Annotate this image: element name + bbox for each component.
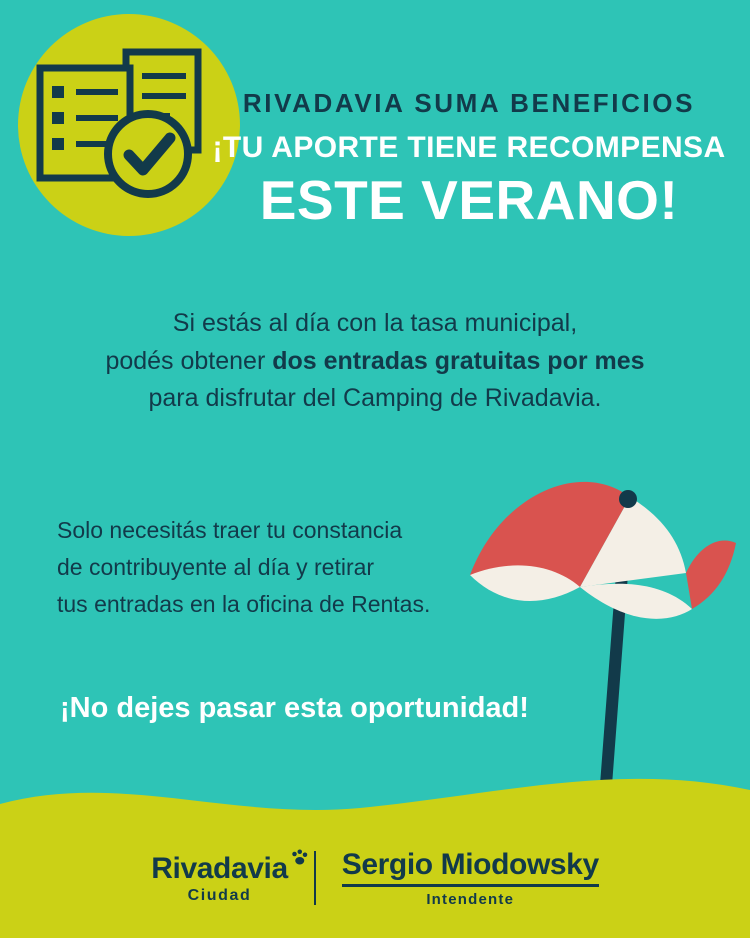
- secondary-line-1: Solo necesitás traer tu constancia: [57, 517, 403, 543]
- paragraph-line-2-emphasis: dos entradas gratuitas por mes: [272, 346, 645, 375]
- main-paragraph: [40, 305, 710, 418]
- paragraph-line-2-prefix: podés obtener: [105, 346, 273, 375]
- official-name: Sergio Miodowsky: [342, 848, 599, 887]
- kicker-text: RIVADAVIA SUMA BENEFICIOS: [242, 88, 696, 118]
- footer-logos: [0, 848, 750, 908]
- callout-text: ¡No dejes pasar esta oportunidad!: [60, 692, 529, 724]
- paragraph-line-3: para disfrutar del Camping de Rivadavia.: [148, 384, 602, 412]
- header-block: [205, 88, 733, 229]
- headline-primary: ¡TU APORTE TIENE RECOMPENSA: [212, 131, 726, 165]
- paragraph-line-1: Si estás al día con la tasa municipal,: [172, 309, 578, 337]
- official-signature: [342, 848, 599, 908]
- official-title: Intendente: [426, 891, 515, 908]
- municipality-name: Rivadavia: [151, 851, 288, 885]
- paw-print-icon: [290, 848, 308, 866]
- secondary-line-3: tus entradas en la oficina de Rentas.: [57, 590, 431, 617]
- beach-umbrella-icon: [430, 455, 750, 815]
- municipality-logo: [151, 852, 287, 905]
- footer-divider: [314, 851, 316, 905]
- paragraph-line-2: [40, 343, 710, 381]
- secondary-line-2: de contribuyente al día y retirar: [57, 553, 375, 580]
- document-check-icon: [30, 38, 220, 208]
- headline-secondary: ESTE VERANO!: [259, 168, 679, 231]
- municipality-subtitle: Ciudad: [187, 886, 252, 904]
